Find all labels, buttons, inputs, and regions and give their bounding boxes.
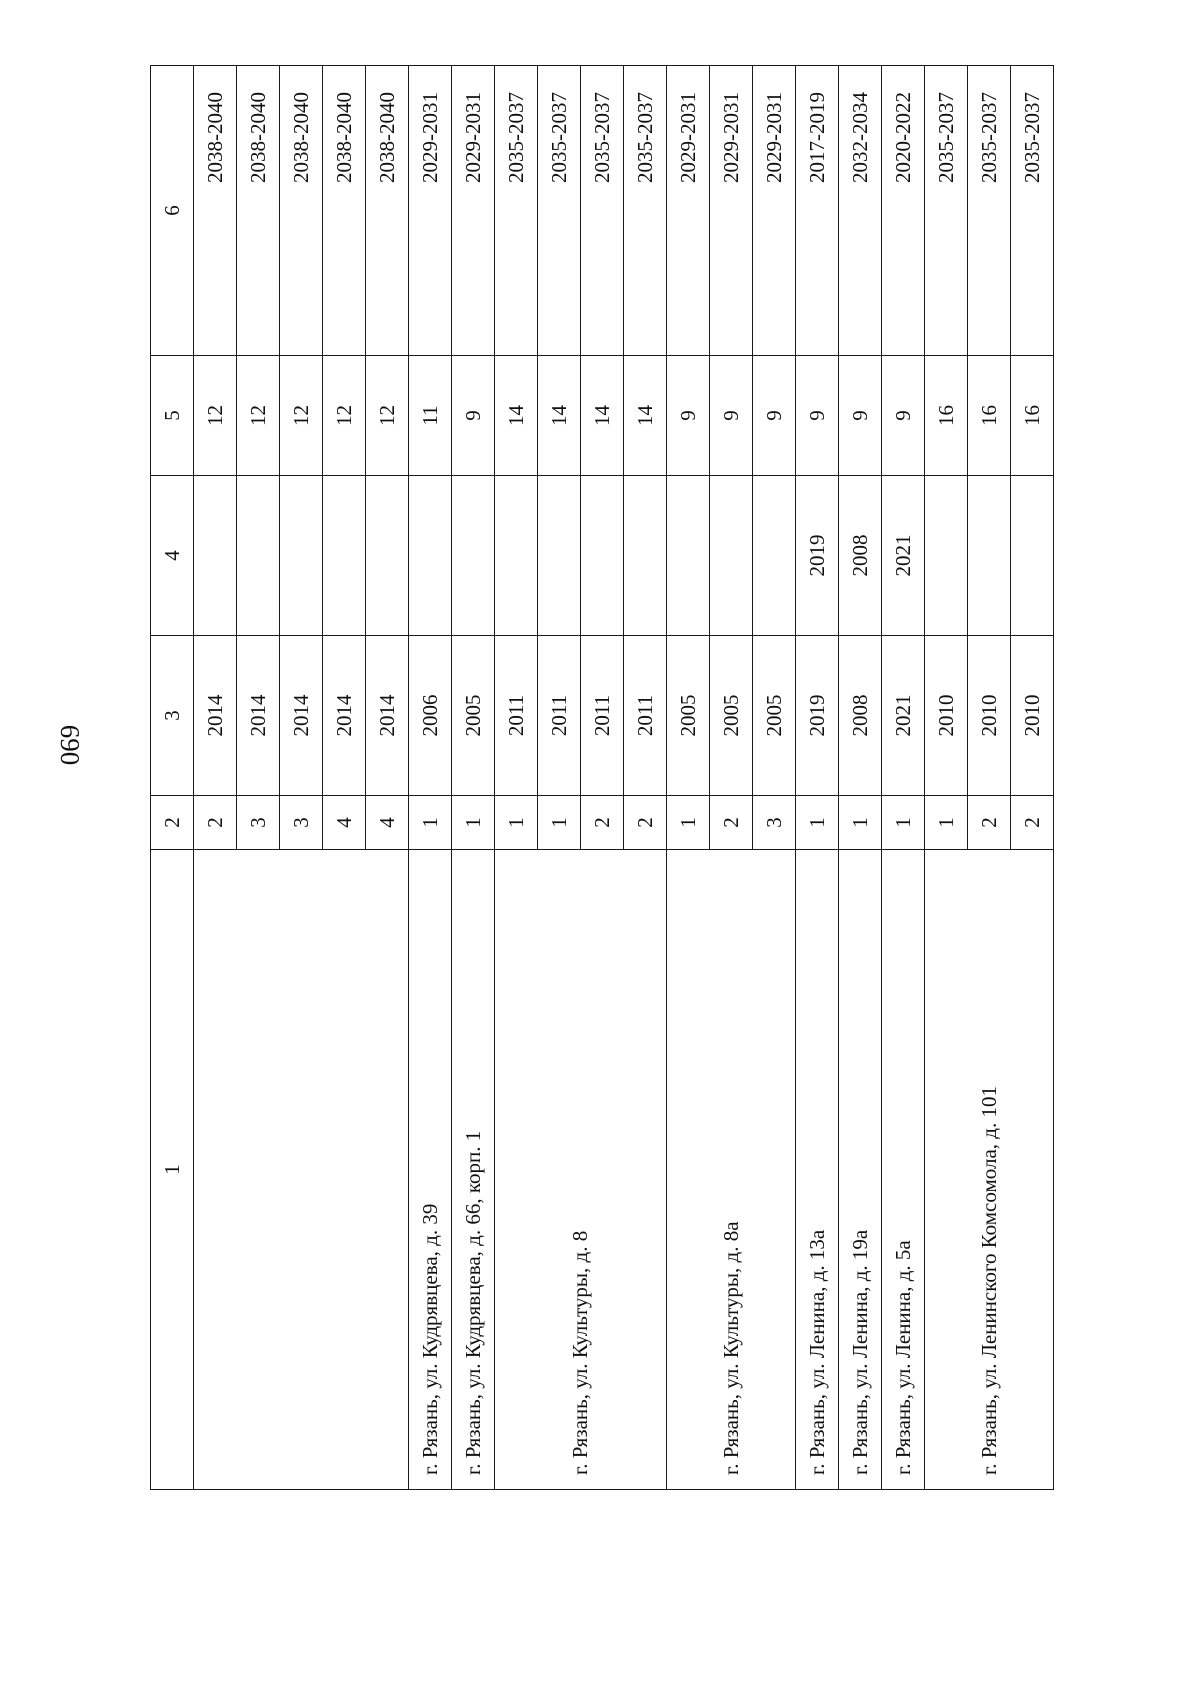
- address-cell: г. Рязань, ул. Ленинского Комсомола, д. 101: [925, 850, 1054, 1490]
- cell-c4: [280, 476, 323, 636]
- cell-c2: 3: [237, 796, 280, 850]
- cell-c3: 2011: [495, 636, 538, 796]
- cell-c4: [237, 476, 280, 636]
- cell-c4: [667, 476, 710, 636]
- cell-c5: 12: [194, 356, 237, 476]
- table-row: [667, 66, 710, 1490]
- cell-c2: 2: [581, 796, 624, 850]
- cell-c4: [495, 476, 538, 636]
- header-cell-6: 6: [151, 66, 194, 356]
- cell-c6: 2035-2037: [581, 66, 624, 356]
- table-row: [882, 66, 925, 1490]
- cell-c6: 2035-2037: [968, 66, 1011, 356]
- cell-c3: 2005: [710, 636, 753, 796]
- header-cell-5: 5: [151, 356, 194, 476]
- address-cell: г. Рязань, ул. Ленина, д. 13а: [796, 850, 839, 1490]
- cell-c2: 3: [753, 796, 796, 850]
- cell-c2: 1: [882, 796, 925, 850]
- cell-c4: [194, 476, 237, 636]
- cell-c3: 2011: [538, 636, 581, 796]
- cell-c6: 2038-2040: [237, 66, 280, 356]
- cell-c4: [753, 476, 796, 636]
- cell-c2: 1: [452, 796, 495, 850]
- cell-c6: 2035-2037: [495, 66, 538, 356]
- cell-c5: 9: [796, 356, 839, 476]
- address-cell: г. Рязань, ул. Ленина, д. 5а: [882, 850, 925, 1490]
- cell-c3: 2014: [280, 636, 323, 796]
- cell-c4: [968, 476, 1011, 636]
- header-cell-3: 3: [151, 636, 194, 796]
- cell-c4: [581, 476, 624, 636]
- address-cell: г. Рязань, ул. Культуры, д. 8: [495, 850, 667, 1490]
- cell-c4: 2021: [882, 476, 925, 636]
- header-row: [151, 66, 194, 1490]
- address-cell: г. Рязань, ул. Кудрявцева, д. 66, корп. 1: [452, 850, 495, 1490]
- cell-c6: 2038-2040: [280, 66, 323, 356]
- data-table: [150, 65, 1054, 1490]
- cell-c3: 2005: [452, 636, 495, 796]
- header-cell-2: 2: [151, 796, 194, 850]
- rotated-table-sheet: [150, 66, 1070, 1490]
- table-row: [796, 66, 839, 1490]
- cell-c6: 2032-2034: [839, 66, 882, 356]
- cell-c5: 14: [624, 356, 667, 476]
- table-row: [194, 66, 237, 1490]
- table-row: [452, 66, 495, 1490]
- cell-c6: 2029-2031: [452, 66, 495, 356]
- cell-c2: 1: [538, 796, 581, 850]
- header-cell-1: 1: [151, 850, 194, 1490]
- cell-c4: [624, 476, 667, 636]
- cell-c4: [323, 476, 366, 636]
- page-number: 690: [55, 724, 85, 766]
- cell-c3: 2005: [753, 636, 796, 796]
- cell-c2: 1: [796, 796, 839, 850]
- cell-c4: [538, 476, 581, 636]
- cell-c4: [925, 476, 968, 636]
- cell-c2: 1: [409, 796, 452, 850]
- cell-c3: 2011: [624, 636, 667, 796]
- cell-c3: 2019: [796, 636, 839, 796]
- cell-c5: 9: [452, 356, 495, 476]
- cell-c5: 16: [925, 356, 968, 476]
- cell-c5: 14: [495, 356, 538, 476]
- header-cell-4: 4: [151, 476, 194, 636]
- cell-c6: 2035-2037: [1011, 66, 1054, 356]
- cell-c5: 9: [882, 356, 925, 476]
- cell-c6: 2038-2040: [194, 66, 237, 356]
- cell-c3: 2006: [409, 636, 452, 796]
- cell-c3: 2005: [667, 636, 710, 796]
- cell-c5: 9: [839, 356, 882, 476]
- cell-c3: 2011: [581, 636, 624, 796]
- cell-c3: 2010: [968, 636, 1011, 796]
- table-row: [409, 66, 452, 1490]
- cell-c6: 2035-2037: [538, 66, 581, 356]
- cell-c2: 1: [667, 796, 710, 850]
- table-row: [495, 66, 538, 1490]
- cell-c2: 4: [366, 796, 409, 850]
- cell-c2: 2: [624, 796, 667, 850]
- cell-c6: 2038-2040: [323, 66, 366, 356]
- cell-c2: 2: [194, 796, 237, 850]
- cell-c2: 2: [968, 796, 1011, 850]
- cell-c3: 2014: [366, 636, 409, 796]
- cell-c3: 2014: [237, 636, 280, 796]
- cell-c6: 2029-2031: [710, 66, 753, 356]
- cell-c4: [366, 476, 409, 636]
- cell-c2: 4: [323, 796, 366, 850]
- cell-c2: 1: [495, 796, 538, 850]
- cell-c5: 14: [581, 356, 624, 476]
- address-cell: г. Рязань, ул. Культуры, д. 8а: [667, 850, 796, 1490]
- cell-c3: 2008: [839, 636, 882, 796]
- cell-c4: 2019: [796, 476, 839, 636]
- cell-c2: 3: [280, 796, 323, 850]
- cell-c6: 2035-2037: [624, 66, 667, 356]
- cell-c5: 12: [323, 356, 366, 476]
- address-cell: [194, 850, 409, 1490]
- cell-c4: [452, 476, 495, 636]
- cell-c6: 2035-2037: [925, 66, 968, 356]
- cell-c2: 2: [710, 796, 753, 850]
- cell-c5: 12: [280, 356, 323, 476]
- cell-c6: 2029-2031: [753, 66, 796, 356]
- cell-c6: 2038-2040: [366, 66, 409, 356]
- cell-c6: 2029-2031: [667, 66, 710, 356]
- cell-c5: 16: [1011, 356, 1054, 476]
- cell-c2: 2: [1011, 796, 1054, 850]
- cell-c5: 9: [710, 356, 753, 476]
- cell-c6: 2029-2031: [409, 66, 452, 356]
- address-cell: г. Рязань, ул. Кудрявцева, д. 39: [409, 850, 452, 1490]
- cell-c4: [710, 476, 753, 636]
- table-row: [839, 66, 882, 1490]
- cell-c4: 2008: [839, 476, 882, 636]
- cell-c4: [1011, 476, 1054, 636]
- cell-c2: 1: [925, 796, 968, 850]
- cell-c6: 2020-2022: [882, 66, 925, 356]
- cell-c5: 9: [667, 356, 710, 476]
- cell-c2: 1: [839, 796, 882, 850]
- cell-c3: 2010: [925, 636, 968, 796]
- cell-c3: 2021: [882, 636, 925, 796]
- cell-c4: [409, 476, 452, 636]
- cell-c6: 2017-2019: [796, 66, 839, 356]
- cell-c5: 12: [366, 356, 409, 476]
- address-cell: г. Рязань, ул. Ленина, д. 19а: [839, 850, 882, 1490]
- cell-c3: 2014: [323, 636, 366, 796]
- table-row: [925, 66, 968, 1490]
- cell-c5: 9: [753, 356, 796, 476]
- cell-c5: 12: [237, 356, 280, 476]
- cell-c5: 14: [538, 356, 581, 476]
- cell-c5: 11: [409, 356, 452, 476]
- cell-c3: 2010: [1011, 636, 1054, 796]
- cell-c5: 16: [968, 356, 1011, 476]
- cell-c3: 2014: [194, 636, 237, 796]
